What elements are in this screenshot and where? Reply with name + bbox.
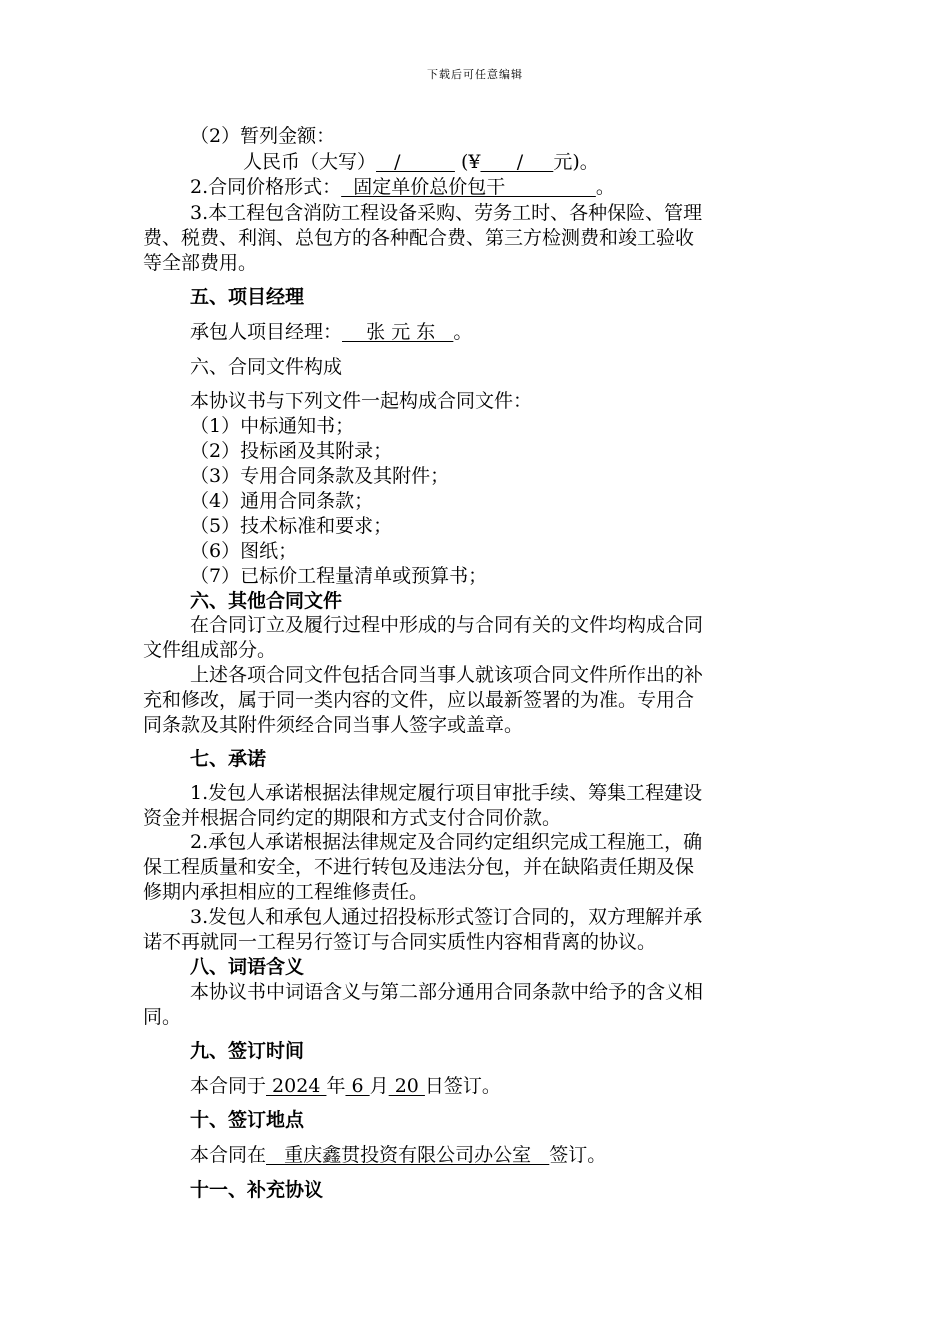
paragraph-line: 修期内承担相应的工程维修责任。 <box>143 881 429 903</box>
scope-line: 等全部费用。 <box>143 252 258 274</box>
list-item: （1）中标通知书； <box>190 415 355 437</box>
provisional-title: （2）暂列金额： <box>190 125 336 147</box>
project-manager-line: 承包人项目经理： 张 元 东 。 <box>190 321 473 343</box>
paragraph-line: 文件组成部分。 <box>143 639 277 661</box>
section-title: 十、签订地点 <box>190 1109 305 1131</box>
scope-line: 3.本工程包含消防工程设备采购、劳务工时、各种保险、管理 <box>190 202 703 224</box>
yen-field: / <box>480 151 554 173</box>
list-item: （5）技术标准和要求； <box>190 515 393 537</box>
page-header: 下载后可任意编辑 <box>427 68 523 81</box>
paragraph-line: 本协议书中词语含义与第二部分通用合同条款中给予的含义相 <box>190 981 704 1003</box>
list-item: （3）专用合同条款及其附件； <box>190 465 450 487</box>
paragraph-line: 在合同订立及履行过程中形成的与合同有关的文件均构成合同 <box>190 614 704 636</box>
section-title: 七、承诺 <box>190 748 267 770</box>
section-title: 五、项目经理 <box>190 286 305 308</box>
price-form-line: 2.合同价格形式： 固定单价总价包干 。 <box>190 176 615 198</box>
paragraph-line: 上述各项合同文件包括合同当事人就该项合同文件所作出的补 <box>190 664 704 686</box>
price-form-field: 固定单价总价包干 <box>341 176 596 198</box>
signing-date-line: 本合同于 2024 年 6 月 20 日签订。 <box>190 1075 501 1097</box>
place-field: 重庆鑫贯投资有限公司办公室 <box>266 1144 550 1166</box>
provisional-amount-line: 人民币（大写） / (¥ / 元)。 <box>243 151 599 173</box>
paragraph-line: 3.发包人和承包人通过招投标形式签订合同的，双方理解并承 <box>190 906 703 928</box>
list-item: （6）图纸； <box>190 540 298 562</box>
paragraph-line: 本协议书与下列文件一起构成合同文件： <box>190 390 533 412</box>
list-item: （4）通用合同条款； <box>190 490 374 512</box>
paragraph-line: 2.承包人承诺根据法律规定及合同约定组织完成工程施工，确 <box>190 831 703 853</box>
year-field: 2024 <box>266 1075 327 1097</box>
paragraph-line: 同条款及其附件须经合同当事人签字或盖章。 <box>143 714 524 736</box>
paragraph-line: 诺不再就同一工程另行签订与合同实质性内容相背离的协议。 <box>143 931 657 953</box>
paragraph-line: 保工程质量和安全，不进行转包及违法分包，并在缺陷责任期及保 <box>143 856 695 878</box>
signing-place-line: 本合同在 重庆鑫贯投资有限公司办公室 签订。 <box>190 1144 607 1166</box>
month-field: 6 <box>345 1075 370 1097</box>
section-title: 八、词语含义 <box>190 956 305 978</box>
section-title: 十一、补充协议 <box>190 1179 324 1201</box>
paragraph-line: 充和修改，属于同一类内容的文件，应以最新签署的为准。专用合 <box>143 689 695 711</box>
scope-line: 费、税费、利润、总包方的各种配合费、第三方检测费和竣工验收 <box>143 227 695 249</box>
paragraph-line: 1.发包人承诺根据法律规定履行项目审批手续、筹集工程建设 <box>190 782 703 804</box>
section-title: 九、签订时间 <box>190 1040 305 1062</box>
section-title: 六、合同文件构成 <box>190 356 343 378</box>
list-item: （2）投标函及其附录； <box>190 440 393 462</box>
rmb-field: / <box>376 151 455 173</box>
paragraph-line: 同。 <box>143 1006 182 1028</box>
list-item: （7）已标价工程量清单或预算书； <box>190 565 488 587</box>
day-field: 20 <box>388 1075 425 1097</box>
section-title: 六、其他合同文件 <box>190 590 343 612</box>
project-manager-field: 张 元 东 <box>342 321 454 343</box>
paragraph-line: 资金并根据合同约定的期限和方式支付合同价款。 <box>143 807 562 829</box>
